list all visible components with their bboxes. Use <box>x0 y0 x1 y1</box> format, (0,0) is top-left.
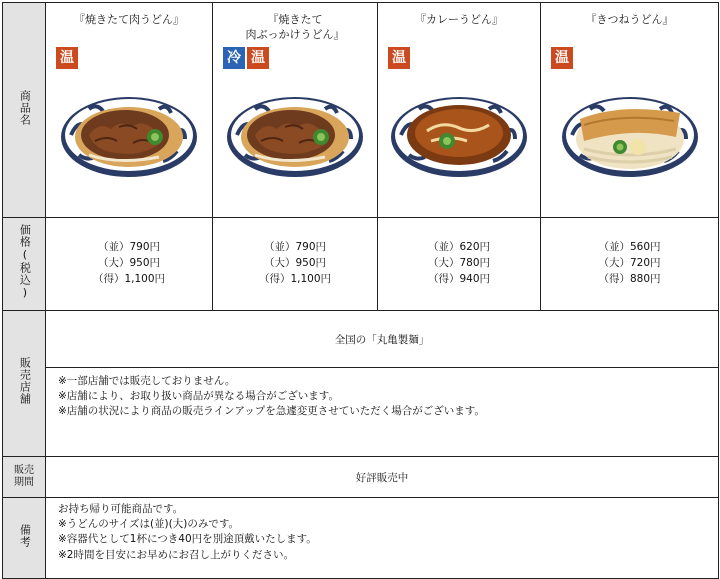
product-cell <box>46 3 213 218</box>
product-name-line: 『カレーうどん』 <box>415 13 503 26</box>
product-image <box>560 79 700 186</box>
udon-bowl-image <box>59 79 199 183</box>
remarks <box>46 498 719 579</box>
price-line: （得）940円 <box>427 272 491 285</box>
row-label-price: 価格(税込) <box>3 218 46 311</box>
product-image <box>225 79 365 186</box>
stores-notes-row <box>3 368 719 457</box>
stores-row <box>3 311 719 368</box>
remarks-row <box>3 498 719 579</box>
warm-serving-icon: 温 <box>388 47 410 69</box>
product-image <box>59 79 199 186</box>
product-name-line: 肉ぶっかけうどん』 <box>245 27 345 41</box>
temperature-badges <box>223 47 269 69</box>
product-name-line: 『焼きたて肉うどん』 <box>74 13 184 26</box>
product-name-line: 『きつねうどん』 <box>585 13 674 26</box>
price-line: （得）1,100円 <box>92 272 166 285</box>
remark-line: ※2時間を目安にお早めにお召し上がりください。 <box>58 548 294 561</box>
stores-note: ※店舗の状況により商品の販売ラインアップを急遽変更させていただく場合がございます。 <box>58 405 485 418</box>
product-row <box>3 3 719 218</box>
row-label-stores: 販売店舗 <box>3 311 46 457</box>
product-name <box>541 13 718 28</box>
row-label-period: 販売期間 <box>3 457 46 498</box>
warm-serving-icon: 温 <box>551 47 573 69</box>
menu-table <box>2 2 719 579</box>
price-cell <box>46 218 213 311</box>
price-line: （得）1,100円 <box>258 272 332 285</box>
price-line: （並）560円 <box>598 241 661 254</box>
remark-line: ※容器代として1杯につき40円を別途頂戴いたします。 <box>58 533 317 546</box>
product-name-line: 『焼きたて <box>267 13 323 26</box>
stores-main: 全国の「丸亀製麺」 <box>46 311 719 368</box>
temperature-badges <box>551 47 573 69</box>
udon-bowl-image <box>389 79 529 183</box>
price-cell <box>213 218 378 311</box>
product-name <box>46 13 212 28</box>
warm-serving-icon: 温 <box>56 47 78 69</box>
period-row <box>3 457 719 498</box>
product-name <box>213 13 377 43</box>
remark-line: お持ち帰り可能商品です。 <box>58 503 184 515</box>
stores-notes <box>46 368 719 457</box>
udon-bowl-image <box>560 79 700 183</box>
stores-note: ※店舗により、お取り扱い商品が異なる場合がございます。 <box>58 390 339 403</box>
product-cell <box>213 3 378 218</box>
product-name <box>378 13 540 28</box>
stores-note: ※一部店舗では販売しておりません。 <box>58 375 236 387</box>
price-line: （大）720円 <box>598 257 661 270</box>
temperature-badges <box>56 47 78 69</box>
product-cell <box>378 3 541 218</box>
udon-bowl-image <box>225 79 365 183</box>
remark-line: ※うどんのサイズは(並)(大)のみです。 <box>58 518 240 531</box>
price-cell <box>378 218 541 311</box>
cold-serving-icon: 冷 <box>223 47 245 69</box>
row-label-remarks: 備考 <box>3 498 46 579</box>
price-row <box>3 218 719 311</box>
product-cell <box>541 3 719 218</box>
price-line: （並）790円 <box>263 241 327 254</box>
row-label-product: 商品名 <box>3 3 46 218</box>
price-line: （大）950円 <box>97 257 161 270</box>
price-line: （得）880円 <box>598 272 661 285</box>
price-line: （大）950円 <box>263 257 327 270</box>
price-line: （大）780円 <box>427 257 491 270</box>
price-cell <box>541 218 719 311</box>
price-line: （並）620円 <box>427 241 491 254</box>
price-line: （並）790円 <box>97 241 161 254</box>
warm-serving-icon: 温 <box>247 47 269 69</box>
period-value: 好評販売中 <box>46 457 719 498</box>
product-image <box>389 79 529 186</box>
temperature-badges <box>388 47 410 69</box>
